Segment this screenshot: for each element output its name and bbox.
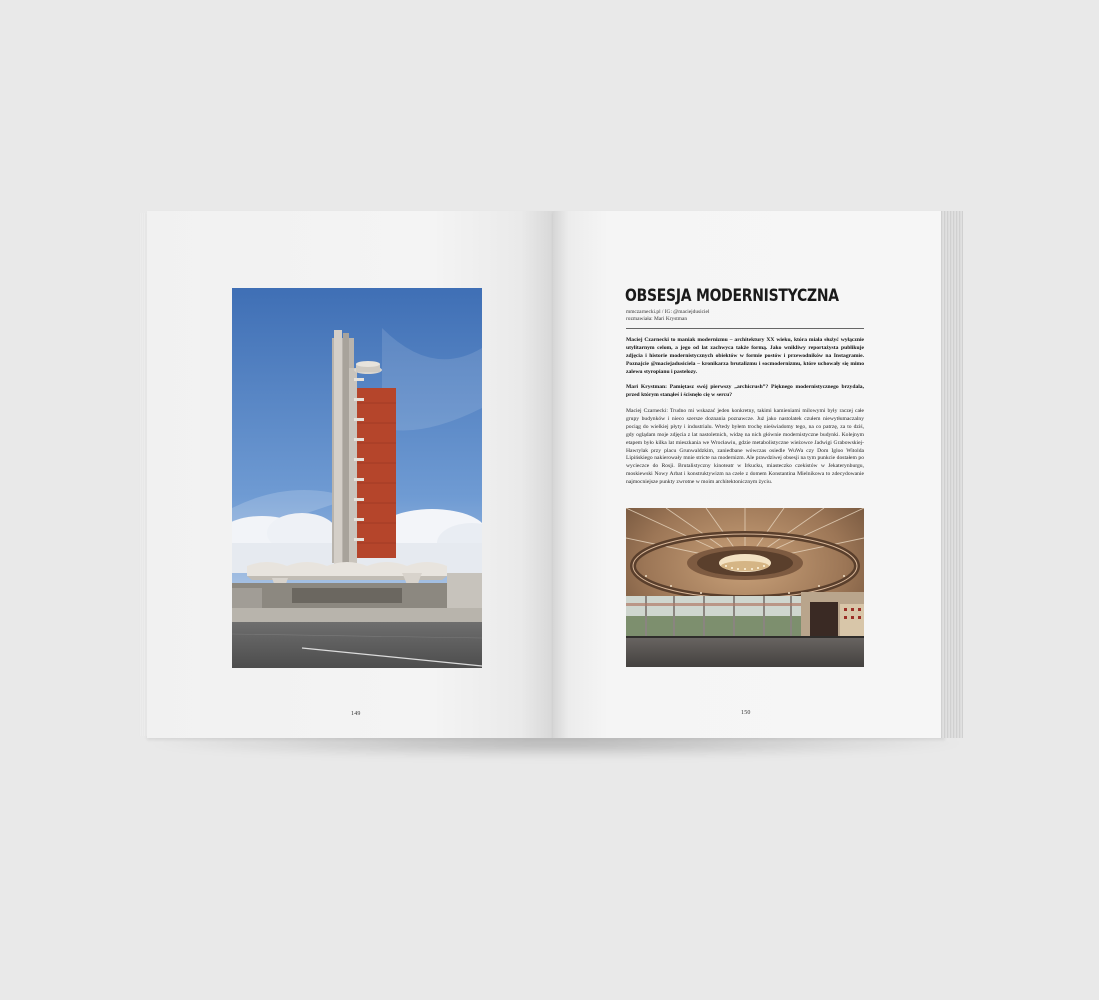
article-intro: Maciej Czarnecki to maniak modernizmu – architektury XX wieku, która miała służyć wyłącznie utylitarnym celom, a jego od lat zachwyca także formą. Jako wnikliwy reportażysta publikuje zdjęcia i historie modernistycznych obiektów w formie postów i przewodników na Instagramie. Poznajcie @maciejadusiciela – kronikarza brutalizmu i socmodernizmu, które uchowały się mimo zalewu styropianu i pastelozy.	[626, 337, 864, 375]
article-title: OBSESJA MODERNISTYCZNA	[625, 286, 839, 306]
interior-photograph	[626, 508, 864, 667]
right-page-number: 150	[741, 710, 751, 716]
left-page-number: 149	[351, 711, 361, 717]
interview-question: Mari Krystman: Pamiętasz swój pierwszy „archicrush”? Pięknego modernistycznego brzydala, przed którym stanąłeś i ścisnęło cię w sercu?	[626, 384, 864, 398]
title-divider	[626, 328, 864, 329]
interviewer-credit: rozmawiała: Mari Krystman	[626, 316, 688, 322]
author-links: mmczarnecki.pl / IG: @maciejdusiciel	[626, 309, 710, 315]
right-page-edges	[941, 211, 963, 738]
interview-answer: Maciej Czarnecki: Trudno mi wskazać jeden konkretny, takimi kamieniami milowymi były raczej całe grupy budynków i nieco szersze doznania poznawcze. Już jako nastolatek czułem niewytłumaczalny pociąg do wielkiej płyty i industrialu. Wtedy byłem trochę nieświadomy tego, na co patrzę, za to dziś, gdy oglądam moje zdjęcia z lat nastoletnich, widzę na nich głównie modernistyczne budynki. Kolejnym etapem było kilka lat mieszkania we Wrocławiu, gdzie metabolistyczne wieżowce Jadwigi Grabowskiej-Hawrylak przy placu Grunwaldzkim, zaniedbane wówczas osiedle WuWa czy Dom Igloo Witolda Lipińskiego nakierowały mnie stricte na modernizm. Ale prawdziwej obsesji na tym punkcie dostałem po wycieczce do Rosji. Brutalistyczny kinoteatr w Irkucku, miasteczko czekistów w Jekaterynburgu, moskiewski Nowy Arbat i konstruktywizm na czele z domem Konstantina Mielnikowa to zdecydowanie najmocniejsze punkty zwrotne w moim architektonicznym życiu.	[626, 408, 864, 486]
tower-photograph	[232, 288, 482, 668]
